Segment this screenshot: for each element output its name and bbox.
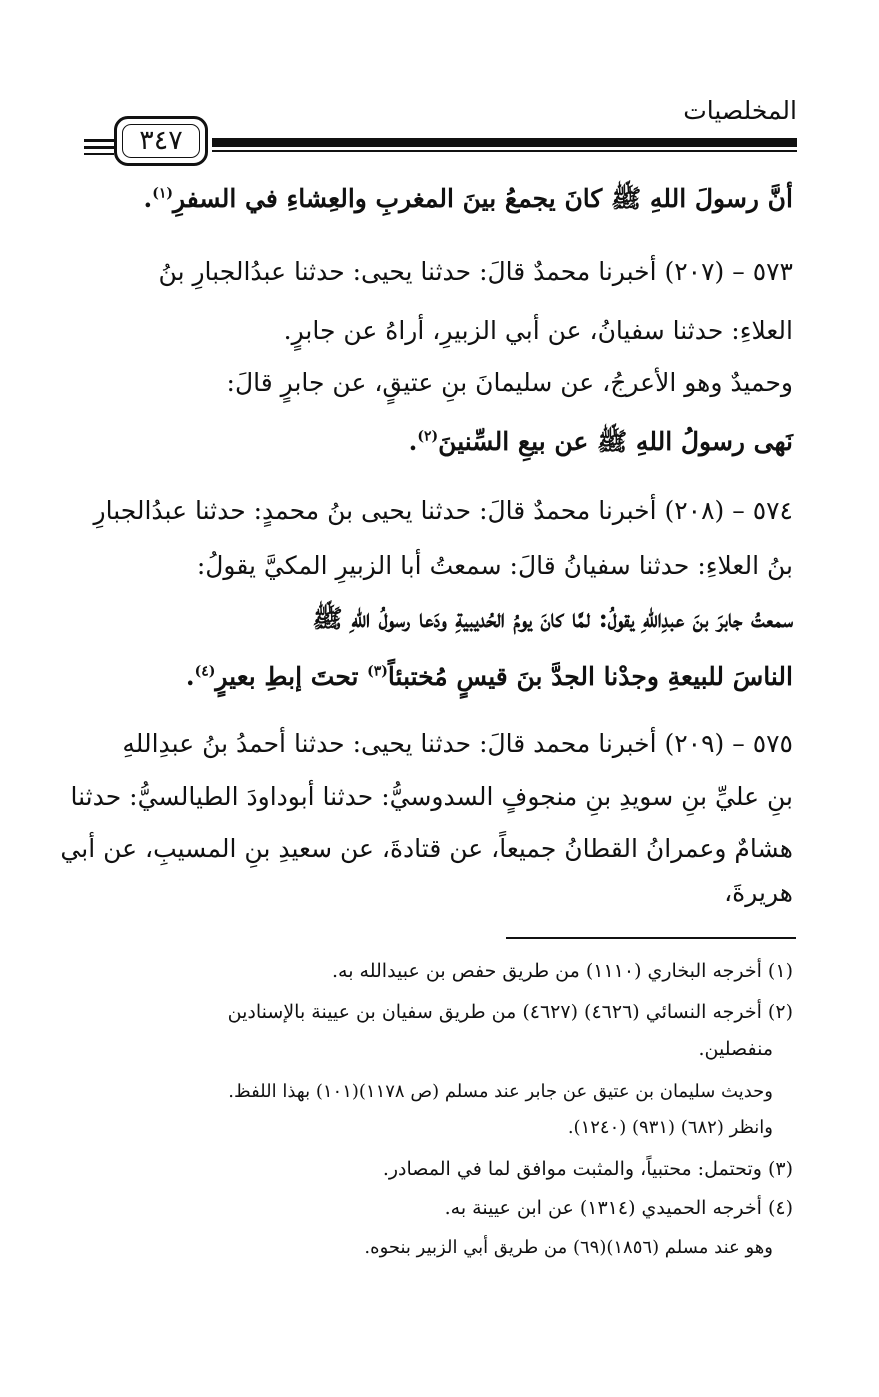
punctuation: .	[143, 184, 153, 213]
header-rule-left	[84, 153, 114, 155]
hadith-text: نَهى رسولُ اللهِ ﷺ عن بيعِ السِّنينَ	[438, 427, 793, 456]
page-number: ٣٤٧	[114, 116, 208, 166]
text-line: العلاءِ: حدثنا سفيانُ، عن أبي الزبيرِ، أراهُ عن جابرٍ.	[283, 316, 793, 345]
header-rule-thin	[212, 150, 797, 152]
text-line: ٥٧٣ – (٢٠٧) أخبرنا محمدٌ قالَ: حدثنا يحيى: حدثنا عبدُالجبارِ بنُ	[158, 257, 793, 286]
text-line	[186, 664, 793, 689]
text-line	[143, 186, 793, 211]
footnote-separator	[506, 937, 796, 939]
text-line: بنِ عليِّ بنِ سويدِ بنِ منجوفٍ السدوسيُّ: حدثنا أبوداودَ الطيالسيُّ: حدثنا	[70, 782, 793, 811]
footnote-2-cont: منفصلين.	[698, 1038, 773, 1060]
footnote-1: (١) أخرجه البخاري (١١١٠) من طريق حفص بن عبيدالله به.	[331, 960, 793, 982]
text-line: ٥٧٤ – (٢٠٨) أخبرنا محمدٌ قالَ: حدثنا يحيى بنُ محمدٍ: حدثنا عبدُالجبارِ	[93, 496, 793, 525]
header-rule-left	[84, 139, 114, 142]
footnote-2-note: وانظر (٦٨٢) (٩٣١) (١٢٤٠).	[567, 1117, 773, 1138]
hadith-text: الناسَ للبيعةِ وجدْنا الجدَّ بنَ قيسٍ مُختبئاً	[387, 662, 793, 691]
footnote-ref: (٣)	[367, 663, 388, 680]
footnote-ref: (٢)	[417, 428, 439, 445]
running-title: المخلصيات	[683, 96, 797, 125]
footnote-ref: (١)	[152, 185, 173, 202]
footnote-3: (٣) وتحتمل: محتبياً، والمثبت موافق لما في المصادر.	[382, 1158, 793, 1180]
punctuation: .	[185, 662, 195, 691]
punctuation: .	[408, 427, 418, 456]
text-line	[409, 429, 793, 454]
footnote-4-note: وهو عند مسلم (١٨٥٦)(٦٩) من طريق أبي الزبير بنحوه.	[364, 1237, 773, 1258]
text-line: وحميدٌ وهو الأعرجُ، عن سليمانَ بنِ عتيقٍ، عن جابرٍ قالَ:	[226, 368, 793, 397]
text-line: سمعتُ جابرَ بنَ عبدِاللهِ يقولُ: لمَّا كانَ يومُ الحُديبيةِ ودَعا رسولُ اللهِ ﷺ	[312, 604, 793, 633]
header-rule-left	[84, 146, 114, 149]
hadith-text: تحتَ إبطِ بعيرٍ	[215, 662, 368, 691]
footnote-ref: (٤)	[194, 663, 216, 680]
text-line: هريرةَ،	[724, 878, 793, 907]
text-line: هشامٌ وعمرانُ القطانُ جميعاً، عن قتادةَ، عن سعيدِ بنِ المسيبِ، عن أبي	[60, 834, 793, 863]
footnote-2: (٢) أخرجه النسائي (٤٦٢٦) (٤٦٢٧) من طريق سفيان بن عيينة بالإسنادين	[227, 1001, 793, 1023]
footnote-2-note: وحديث سليمان بن عتيق عن جابر عند مسلم (ص ١١٧٨)(١٠١) بهذا اللفظ.	[228, 1081, 773, 1102]
footnote-4: (٤) أخرجه الحميدي (١٣١٤) عن ابن عيينة به.	[444, 1197, 793, 1219]
header-rule	[212, 138, 797, 147]
text-line: بنُ العلاءِ: حدثنا سفيانُ قالَ: سمعتُ أبا الزبيرِ المكيَّ يقولُ:	[196, 551, 793, 580]
text-line: ٥٧٥ – (٢٠٩) أخبرنا محمد قالَ: حدثنا يحيى: حدثنا أحمدُ بنُ عبدِاللهِ	[122, 729, 793, 758]
hadith-text: أنَّ رسولَ اللهِ ﷺ كانَ يجمعُ بينَ المغربِ والعِشاءِ في السفرِ	[172, 184, 793, 213]
